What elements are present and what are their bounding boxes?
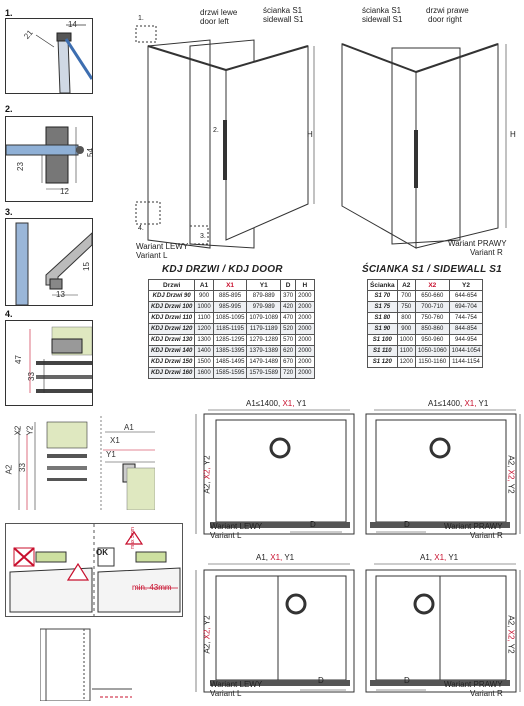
door-table-cell: 370 [281, 291, 296, 302]
elevation-svg [130, 0, 524, 262]
door-table-cell: 1579-1589 [247, 368, 281, 379]
plan-br-dim [420, 553, 458, 562]
sidewall-table-cell: S1 75 [368, 302, 398, 313]
sidewall-table-title: ŚCIANKA S1 / SIDEWALL S1 [362, 264, 502, 275]
sidewall-table-cell: 650-660 [415, 291, 449, 302]
bottom-sketch [40, 625, 140, 701]
plan-bl-side [203, 615, 212, 653]
detail-1-drawing [6, 19, 92, 93]
plan-bl-dim [256, 553, 294, 562]
section-x2: X2 [13, 425, 23, 436]
door-table-cell: KDJ Drzwi 100 [149, 302, 195, 313]
plan-tr-variant-2: Variant R [470, 531, 503, 540]
door-table-row [149, 346, 315, 357]
door-table-cell: 720 [281, 368, 296, 379]
door-table-header-cell: A1 [195, 280, 213, 291]
detail-2-drawing [6, 117, 92, 201]
elev-variant-left-1: Wariant LEWY [136, 242, 189, 251]
plan-tl-d: D [310, 520, 316, 529]
detail-3-number: 3. [5, 207, 13, 217]
door-table-cell: KDJ Drzwi 150 [149, 357, 195, 368]
door-table-cell: 1185-1195 [213, 324, 247, 335]
plan-tr-side [507, 455, 516, 493]
door-table-header-cell: H [296, 280, 314, 291]
door-table-cell: KDJ Drzwi 160 [149, 368, 195, 379]
detail-3-frame [5, 218, 93, 306]
detail-2-number: 2. [5, 104, 13, 114]
door-table-title: KDJ DRZWI / KDJ DOOR [162, 264, 283, 275]
door-table-cell: 2000 [296, 346, 314, 357]
detail-3-drawing [6, 219, 92, 305]
sidewall-table-cell: 700-710 [415, 302, 449, 313]
plan-tl-side-a2: A2, [202, 481, 212, 494]
install-ok-label: OK [96, 548, 108, 557]
plan-tr-dim [428, 399, 488, 408]
door-table-cell: 1379-1389 [247, 346, 281, 357]
sidewall-table-cell: 844-854 [449, 324, 483, 335]
sidewall-table-cell: 1100 [397, 346, 415, 357]
door-table-cell: 520 [281, 324, 296, 335]
detail-4-dim-b: 33 [26, 372, 36, 381]
plan-tl-side [203, 455, 212, 493]
detail-1-frame [5, 18, 93, 94]
door-table-body [149, 291, 315, 379]
sidewall-table-cell: S1 90 [368, 324, 398, 335]
sidewall-table-row [368, 335, 483, 346]
sidewall-table-cell: S1 70 [368, 291, 398, 302]
plan-tr-dim-y1: Y1 [478, 399, 489, 408]
door-table-cell: 885-895 [213, 291, 247, 302]
elev-door-right-en: door right [428, 15, 462, 24]
door-table-cell: 1400 [195, 346, 213, 357]
door-table-header-cell: D [281, 280, 296, 291]
detail-2-dim-c: 12 [60, 187, 69, 196]
door-table-cell: 2000 [296, 291, 314, 302]
plan-tl-dim-x1: X1, [282, 399, 295, 408]
sidewall-table-cell: 1200 [397, 357, 415, 368]
plan-tr-side-a2: A2, [506, 455, 516, 468]
door-table-row [149, 302, 315, 313]
detail-2-dim-b: 54 [85, 148, 95, 157]
plan-br-dim-x1: X1, [434, 553, 447, 562]
sidewall-table-cell: 1050-1060 [415, 346, 449, 357]
door-table-cell: 1585-1595 [213, 368, 247, 379]
door-table-cell: 979-989 [247, 302, 281, 313]
plan-br-side [507, 615, 516, 653]
section-y1: Y1 [106, 450, 116, 459]
plan-tr-d: D [404, 520, 410, 529]
door-table-cell: 1479-1489 [247, 357, 281, 368]
section-x1: X1 [110, 436, 120, 445]
door-table-cell: KDJ Drzwi 90 [149, 291, 195, 302]
elev-callout-2: 2. [213, 127, 219, 134]
door-table-row [149, 291, 315, 302]
detail-1-dim-b: 14 [68, 20, 77, 29]
sidewall-table-body [368, 291, 483, 368]
install-panel [5, 523, 183, 617]
plan-tl-dim-a1: A1≤1400, [246, 399, 281, 408]
sidewall-table-cell: S1 80 [368, 313, 398, 324]
door-table-cell: KDJ Drzwi 130 [149, 335, 195, 346]
elev-sidewall-right-en: sidewall S1 [362, 15, 403, 24]
sidewall-table-header-cell: Ścianka [368, 280, 398, 291]
door-table-cell: 2000 [296, 324, 314, 335]
door-table-cell: 670 [281, 357, 296, 368]
plan-tr-side-x2: X2, [506, 469, 516, 482]
door-table-cell: 420 [281, 302, 296, 313]
elev-h-right: H [510, 130, 516, 139]
plan-tr-dim-x1: X1, [464, 399, 477, 408]
sidewall-table-header-row [368, 280, 483, 291]
plan-bl-dim-x1: X1, [270, 553, 283, 562]
sidewall-table-cell: 1000 [397, 335, 415, 346]
elev-variant-right-2: Variant R [470, 248, 503, 257]
sidewall-table-cell: S1 120 [368, 357, 398, 368]
door-table-row [149, 368, 315, 379]
door-table-header-cell: Y1 [247, 280, 281, 291]
sidewall-table-row [368, 302, 483, 313]
detail-2-dim-a: 23 [15, 162, 25, 171]
door-table-cell: KDJ Drzwi 110 [149, 313, 195, 324]
plan-tl-variant-1: Wariant LEWY [210, 522, 263, 531]
door-table-row [149, 324, 315, 335]
sidewall-table-row [368, 313, 483, 324]
door-table-cell: 620 [281, 346, 296, 357]
door-table-cell: KDJ Drzwi 140 [149, 346, 195, 357]
sidewall-table-header-cell: Y2 [449, 280, 483, 291]
door-table-cell: 470 [281, 313, 296, 324]
plan-br-side-x2: X2, [506, 629, 516, 642]
sidewall-table-cell: 1150-1160 [415, 357, 449, 368]
door-table-cell: 1300 [195, 335, 213, 346]
door-table-row [149, 357, 315, 368]
section-a2: A2 [4, 464, 14, 475]
elev-callout-4: 4. [138, 225, 144, 232]
sidewall-table-row [368, 324, 483, 335]
door-table-cell: 879-889 [247, 291, 281, 302]
detail-3-dim-a: 15 [81, 262, 91, 271]
plan-tl-dim-y1: Y1 [296, 399, 307, 408]
detail-1-number: 1. [5, 8, 13, 18]
plan-br-variant-2: Variant R [470, 689, 503, 698]
sidewall-table-cell: 950-960 [415, 335, 449, 346]
plan-br-dim-y1: Y1 [448, 553, 459, 562]
plan-tr-side-y2: Y2 [506, 483, 516, 494]
elev-callout-1: 1. [138, 15, 144, 22]
detail-2-frame [5, 116, 93, 202]
sidewall-table-cell: S1 110 [368, 346, 398, 357]
plan-bl-dim-y1: Y1 [284, 553, 295, 562]
plan-tl-side-x2: X2, [202, 467, 212, 480]
sidewall-table-row [368, 346, 483, 357]
elev-h-left: H [307, 130, 313, 139]
elevation-drawings [130, 0, 524, 262]
plan-bl-side-x2: X2, [202, 627, 212, 640]
elev-sidewall-left-pl: ścianka S1 [263, 6, 303, 15]
door-table-cell: 570 [281, 335, 296, 346]
plan-tl-dim [246, 399, 306, 408]
plan-views [190, 394, 524, 701]
detail-4-dim-a: 47 [13, 355, 23, 364]
plan-bl-side-y2: Y2 [202, 615, 212, 626]
detail-3-dim-b: 13 [56, 290, 65, 299]
plan-views-svg [190, 394, 524, 701]
door-table-row [149, 313, 315, 324]
plan-br-d: D [404, 676, 410, 685]
sidewall-table-cell: 694-704 [449, 302, 483, 313]
detail-1-dim-a: 21 [22, 28, 35, 41]
door-table-cell: 900 [195, 291, 213, 302]
sidewall-table-cell: 744-754 [449, 313, 483, 324]
section-a1: A1 [124, 423, 134, 432]
door-table-cell: 1285-1295 [213, 335, 247, 346]
door-table-cell: 985-995 [213, 302, 247, 313]
sidewall-table-cell: 850-860 [415, 324, 449, 335]
door-table-cell: 1079-1089 [247, 313, 281, 324]
sidewall-table [367, 279, 483, 368]
plan-bl-side-a2: A2, [202, 641, 212, 654]
elev-sidewall-left-en: sidewall S1 [263, 15, 304, 24]
sidewall-table-header-cell: A2 [397, 280, 415, 291]
elev-variant-left-2: Variant L [136, 251, 168, 260]
sidewall-table-cell: 800 [397, 313, 415, 324]
sidewall-table-cell: 900 [397, 324, 415, 335]
plan-tl-side-y2: Y2 [202, 455, 212, 466]
elev-door-left-pl: drzwi lewe [200, 8, 238, 17]
door-table-cell: 1200 [195, 324, 213, 335]
sidewall-table-cell: 944-954 [449, 335, 483, 346]
elev-sidewall-right-pl: ścianka S1 [362, 6, 402, 15]
door-table-cell: 2000 [296, 368, 314, 379]
plan-bl-d: D [318, 676, 324, 685]
section-33: 33 [17, 463, 27, 472]
plan-br-dim-a1: A1, [420, 553, 433, 562]
plan-br-variant-1: Wariant PRAWY [444, 680, 503, 689]
sidewall-table-row [368, 291, 483, 302]
elev-variant-right-1: Wariant PRAWY [448, 239, 507, 248]
plan-br-side-a2: A2, [506, 615, 516, 628]
door-table-cell: 1179-1189 [247, 324, 281, 335]
elev-door-right-pl: drzwi prawe [426, 6, 469, 15]
detail-4-number: 4. [5, 309, 13, 319]
door-table-header-cell: X1 [213, 280, 247, 291]
door-table-cell: 1385-1395 [213, 346, 247, 357]
door-table-cell: 1500 [195, 357, 213, 368]
door-table-cell: 1279-1289 [247, 335, 281, 346]
door-table [148, 279, 315, 379]
door-table-cell: 2000 [296, 357, 314, 368]
sidewall-table-cell: S1 100 [368, 335, 398, 346]
section-y2: Y2 [25, 425, 35, 436]
door-table-cell: 1000 [195, 302, 213, 313]
door-table-cell: 2000 [296, 313, 314, 324]
install-min-distance: min. 43mm [132, 583, 172, 592]
sidewall-table-cell: 1144-1154 [449, 357, 483, 368]
door-table-header-row [149, 280, 315, 291]
door-table-cell: 1100 [195, 313, 213, 324]
sidewall-table-cell: 644-654 [449, 291, 483, 302]
door-table-header-cell: Drzwi [149, 280, 195, 291]
plan-tr-dim-a1: A1≤1400, [428, 399, 463, 408]
sidewall-table-cell: 1044-1054 [449, 346, 483, 357]
door-table-cell: 2000 [296, 302, 314, 313]
sidewall-table-row [368, 357, 483, 368]
door-table-cell: KDJ Drzwi 120 [149, 324, 195, 335]
plan-bl-variant-1: Wariant LEWY [210, 680, 263, 689]
bottom-sketch-drawing [40, 625, 140, 701]
plan-bl-dim-a1: A1, [256, 553, 269, 562]
sidewall-table-cell: 750-760 [415, 313, 449, 324]
sidewall-table-cell: 700 [397, 291, 415, 302]
plan-tr-variant-1: Wariant PRAWY [444, 522, 503, 531]
elev-door-left-en: door left [200, 17, 229, 26]
door-table-cell: 1085-1095 [213, 313, 247, 324]
door-table-row [149, 335, 315, 346]
sidewall-table-header-cell: X2 [415, 280, 449, 291]
elev-callout-3: 3. [200, 233, 206, 240]
plan-bl-variant-2: Variant L [210, 689, 242, 698]
install-drawing [6, 524, 182, 616]
install-max-label: max 5mm [129, 527, 136, 549]
door-table-cell: 1600 [195, 368, 213, 379]
door-table-cell: 1485-1495 [213, 357, 247, 368]
sidewall-table-cell: 750 [397, 302, 415, 313]
plan-br-side-y2: Y2 [506, 643, 516, 654]
door-table-cell: 2000 [296, 335, 314, 346]
plan-tl-variant-2: Variant L [210, 531, 242, 540]
